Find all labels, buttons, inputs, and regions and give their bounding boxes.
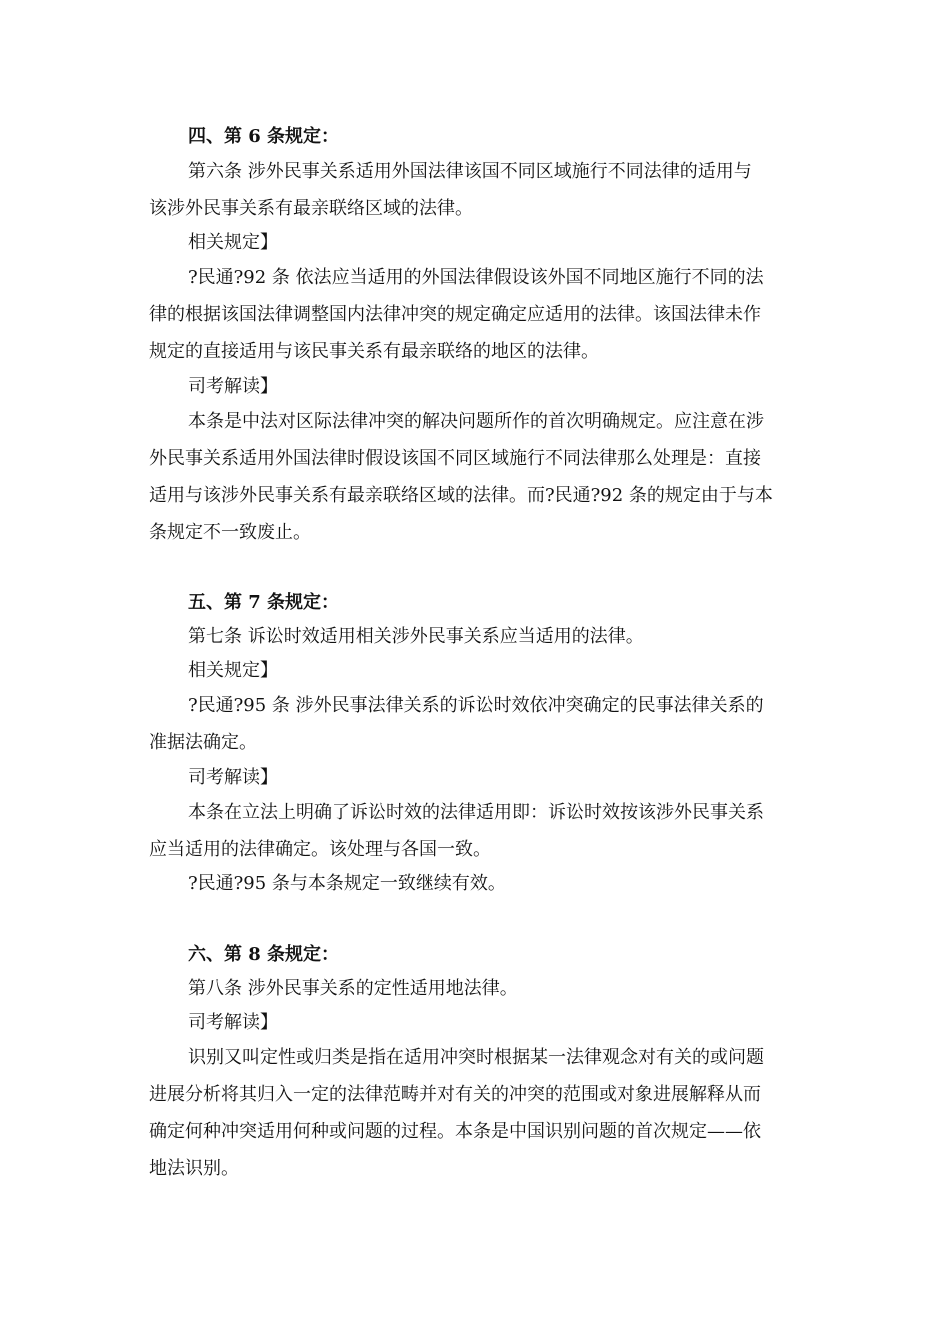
- subheading-related: 相关规定】: [188, 660, 278, 681]
- subheading-interpretation: 司考解读】: [188, 376, 278, 397]
- paragraph-line: 准据法确定。: [149, 732, 257, 753]
- paragraph-line: 确定何种冲突适用何种或问题的过程。本条是中国识别问题的首次规定——依: [149, 1121, 761, 1142]
- paragraph-line: 适用与该涉外民事关系有最亲联络区域的法律。而?民通?92 条的规定由于与本: [149, 485, 773, 506]
- paragraph-line: ?民通?95 条 涉外民事法律关系的诉讼时效依冲突确定的民事法律关系的: [188, 695, 764, 716]
- paragraph-line: 识别又叫定性或归类是指在适用冲突时根据某一法律观念对有关的或问题: [188, 1047, 764, 1068]
- paragraph-line: ?民通?95 条与本条规定一致继续有效。: [188, 873, 506, 894]
- paragraph-line: 律的根据该国法律调整国内法律冲突的规定确定应适用的法律。该国法律未作: [149, 304, 761, 325]
- paragraph-line: 条规定不一致废止。: [149, 522, 311, 543]
- section-heading: 五、第 7 条规定：: [188, 592, 340, 613]
- paragraph-line: 本条是中法对区际法律冲突的解决问题所作的首次明确规定。应注意在涉: [188, 411, 764, 432]
- paragraph-line: 第七条 诉讼时效适用相关涉外民事关系应当适用的法律。: [188, 626, 644, 647]
- paragraph-line: 第八条 涉外民事关系的定性适用地法律。: [188, 978, 518, 999]
- section-heading: 六、第 8 条规定：: [188, 944, 340, 965]
- paragraph-line: 第六条 涉外民事关系适用外国法律该国不同区域施行不同法律的适用与: [188, 161, 752, 182]
- subheading-interpretation: 司考解读】: [188, 767, 278, 788]
- paragraph-line: 规定的直接适用与该民事关系有最亲联络的地区的法律。: [149, 341, 599, 362]
- section-heading: 四、第 6 条规定：: [188, 126, 340, 147]
- subheading-interpretation: 司考解读】: [188, 1012, 278, 1033]
- paragraph-line: 本条在立法上明确了诉讼时效的法律适用即：诉讼时效按该涉外民事关系: [188, 802, 764, 823]
- paragraph-line: ?民通?92 条 依法应当适用的外国法律假设该外国不同地区施行不同的法: [188, 267, 764, 288]
- paragraph-line: 地法识别。: [149, 1158, 239, 1179]
- paragraph-line: 进展分析将其归入一定的法律范畴并对有关的冲突的范围或对象进展解释从而: [149, 1084, 761, 1105]
- paragraph-line: 应当适用的法律确定。该处理与各国一致。: [149, 839, 491, 860]
- paragraph-line: 该涉外民事关系有最亲联络区域的法律。: [149, 198, 473, 219]
- subheading-related: 相关规定】: [188, 232, 278, 253]
- paragraph-line: 外民事关系适用外国法律时假设该国不同区域施行不同法律那么处理是：直接: [149, 448, 761, 469]
